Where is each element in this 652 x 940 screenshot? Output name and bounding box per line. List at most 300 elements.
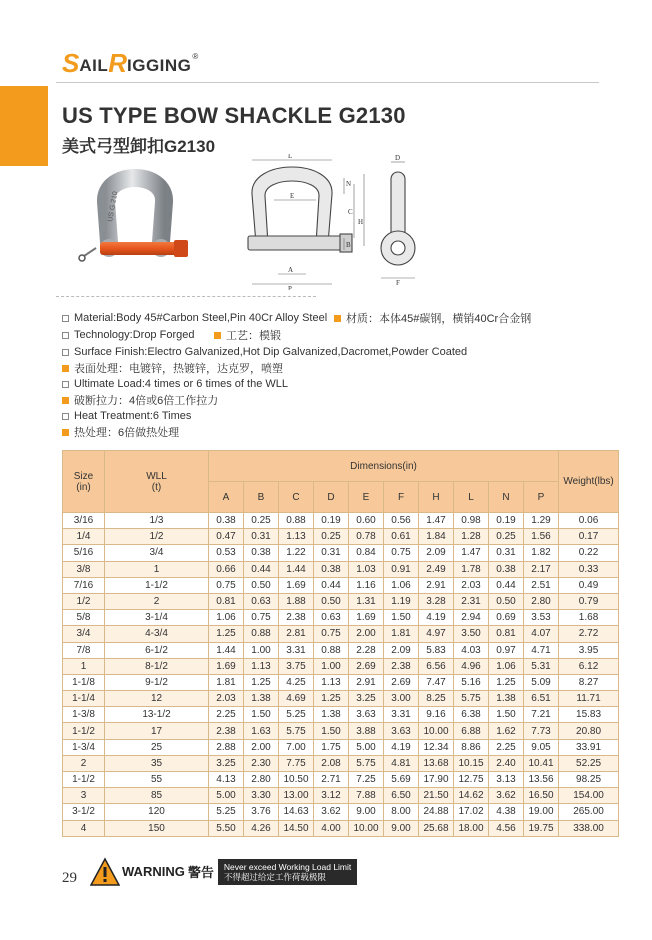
table-cell: 5.83 — [419, 642, 454, 658]
table-cell: 8-1/2 — [105, 658, 209, 674]
table-cell: 17 — [105, 723, 209, 739]
warning-notice-en: Never exceed Working Load Limit — [223, 861, 352, 872]
dim-label-a: A — [288, 266, 294, 274]
table-cell: 3.28 — [419, 593, 454, 609]
table-cell: 2.38 — [209, 723, 244, 739]
table-cell: 3.88 — [349, 723, 384, 739]
spec-item-surface — [62, 345, 467, 359]
table-cell: 7.88 — [349, 788, 384, 804]
table-cell: 2.00 — [244, 739, 279, 755]
table-cell: 10.00 — [349, 820, 384, 836]
table-cell: 2.03 — [454, 577, 489, 593]
table-cell: 13.56 — [524, 772, 559, 788]
table-cell: 6.38 — [454, 707, 489, 723]
table-cell: 1.25 — [209, 626, 244, 642]
table-cell: 6.12 — [559, 658, 619, 674]
table-cell: 3/4 — [105, 545, 209, 561]
table-cell: 0.38 — [244, 545, 279, 561]
table-cell: 5.31 — [524, 658, 559, 674]
table-cell: 19.75 — [524, 820, 559, 836]
table-cell: 8.86 — [454, 739, 489, 755]
table-cell: 2.38 — [384, 658, 419, 674]
table-cell: 17.90 — [419, 772, 454, 788]
spec-text: Ultimate Load:4 times or 6 times of the WLL — [74, 378, 288, 390]
table-cell: 13.68 — [419, 755, 454, 771]
table-cell: 0.75 — [244, 610, 279, 626]
table-cell: 3.31 — [279, 642, 314, 658]
header-wll-unit: (t) — [151, 481, 162, 493]
table-cell: 0.88 — [279, 513, 314, 529]
table-cell: 0.25 — [489, 529, 524, 545]
section-divider — [56, 296, 316, 297]
header-dim-b: B — [244, 482, 279, 513]
table-cell: 0.79 — [559, 593, 619, 609]
table-row — [63, 610, 619, 626]
table-cell: 5.25 — [279, 707, 314, 723]
table-cell: 0.06 — [559, 513, 619, 529]
spec-text: Heat Treatment:6 Times — [74, 410, 192, 422]
table-cell: 2 — [105, 593, 209, 609]
table-cell: 5.09 — [524, 674, 559, 690]
table-cell: 0.98 — [454, 513, 489, 529]
table-row — [63, 513, 619, 529]
table-cell: 10.15 — [454, 755, 489, 771]
table-cell: 1.25 — [314, 691, 349, 707]
table-cell: 1.31 — [349, 593, 384, 609]
table-row — [63, 820, 619, 836]
spec-text: Material:Body 45#Carbon Steel,Pin 40Cr Alloy Steel — [74, 312, 328, 324]
table-cell: 3.13 — [489, 772, 524, 788]
table-cell: 0.31 — [314, 545, 349, 561]
table-cell: 0.66 — [209, 561, 244, 577]
table-cell: 10.41 — [524, 755, 559, 771]
table-cell: 1.28 — [454, 529, 489, 545]
table-cell: 0.44 — [314, 577, 349, 593]
spec-text: 表面处理：电镀锌，热镀锌，达克罗，喷塑 — [74, 363, 283, 375]
table-cell: 0.19 — [314, 513, 349, 529]
table-cell: 0.81 — [209, 593, 244, 609]
warning-triangle-icon — [90, 857, 120, 887]
table-cell: 0.19 — [489, 513, 524, 529]
table-cell: 0.88 — [314, 642, 349, 658]
dim-label-n: N — [346, 180, 352, 188]
table-cell: 1.13 — [244, 658, 279, 674]
table-cell: 1-1/2 — [63, 723, 105, 739]
table-cell: 1.88 — [279, 593, 314, 609]
dim-label-p: P — [288, 285, 292, 290]
table-cell: 1-3/4 — [63, 739, 105, 755]
header-dim-f: F — [384, 482, 419, 513]
table-row — [63, 545, 619, 561]
table-cell: 1.29 — [524, 513, 559, 529]
table-cell: 2.69 — [384, 674, 419, 690]
dim-label-h: H — [358, 218, 364, 226]
table-cell: 1 — [105, 561, 209, 577]
table-cell: 85 — [105, 788, 209, 804]
table-cell: 3/4 — [63, 626, 105, 642]
table-cell: 154.00 — [559, 788, 619, 804]
table-cell: 1.75 — [314, 739, 349, 755]
spec-text: 工艺：模锻 — [226, 330, 281, 342]
table-cell: 7.47 — [419, 674, 454, 690]
table-cell: 1.50 — [489, 707, 524, 723]
table-cell: 0.25 — [314, 529, 349, 545]
table-cell: 2.80 — [244, 772, 279, 788]
table-cell: 4.26 — [244, 820, 279, 836]
table-cell: 1.69 — [279, 577, 314, 593]
table-cell: 4 — [63, 820, 105, 836]
logo-letter-r: R — [108, 48, 128, 78]
table-cell: 0.44 — [489, 577, 524, 593]
table-cell: 1.06 — [209, 610, 244, 626]
table-cell: 2.09 — [384, 642, 419, 658]
logo-letter-s: S — [62, 48, 80, 78]
header-dim-e: E — [349, 482, 384, 513]
table-cell: 3.30 — [244, 788, 279, 804]
table-cell: 2.38 — [279, 610, 314, 626]
table-cell: 7/8 — [63, 642, 105, 658]
table-cell: 1/4 — [63, 529, 105, 545]
table-cell: 4.97 — [419, 626, 454, 642]
table-cell: 4.71 — [524, 642, 559, 658]
spec-item-ultimate-load-cn — [62, 393, 218, 407]
spec-text: 破断拉力：4倍或6倍工作拉力 — [74, 395, 219, 407]
table-cell: 4.19 — [384, 739, 419, 755]
table-cell: 5.50 — [209, 820, 244, 836]
table-cell: 0.60 — [349, 513, 384, 529]
table-cell: 5/8 — [63, 610, 105, 626]
dim-label-f: F — [396, 279, 400, 287]
table-cell: 2.49 — [419, 561, 454, 577]
table-cell: 5.75 — [349, 755, 384, 771]
table-cell: 0.17 — [559, 529, 619, 545]
table-cell: 1/2 — [63, 593, 105, 609]
table-cell: 3.25 — [209, 755, 244, 771]
table-row — [63, 529, 619, 545]
table-cell: 0.75 — [314, 626, 349, 642]
table-cell: 2.91 — [419, 577, 454, 593]
table-cell: 7.00 — [279, 739, 314, 755]
table-cell: 3.62 — [314, 804, 349, 820]
table-cell: 2.00 — [349, 626, 384, 642]
table-cell: 0.49 — [559, 577, 619, 593]
table-cell: 13-1/2 — [105, 707, 209, 723]
table-cell: 3.53 — [524, 610, 559, 626]
spec-text: Surface Finish:Electro Galvanized,Hot Dip Galvanized,Dacromet,Powder Coated — [74, 346, 468, 358]
table-cell: 3.25 — [349, 691, 384, 707]
table-cell: 17.02 — [454, 804, 489, 820]
brand-logo — [62, 50, 198, 76]
table-cell: 2.88 — [209, 739, 244, 755]
table-cell: 4-3/4 — [105, 626, 209, 642]
warning-notice-cn: 不得超过给定工作荷载极限 — [223, 871, 326, 882]
table-cell: 25 — [105, 739, 209, 755]
table-cell: 0.53 — [209, 545, 244, 561]
dim-label-c: C — [348, 208, 353, 216]
table-cell: 55 — [105, 772, 209, 788]
table-cell: 3.62 — [489, 788, 524, 804]
table-cell: 2.81 — [279, 626, 314, 642]
table-cell: 1.44 — [209, 642, 244, 658]
table-cell: 20.80 — [559, 723, 619, 739]
bullet-icon — [62, 332, 69, 339]
table-cell: 2 — [63, 755, 105, 771]
page-title: US TYPE BOW SHACKLE G2130 — [62, 103, 406, 128]
table-cell: 4.25 — [279, 674, 314, 690]
table-cell: 2.25 — [209, 707, 244, 723]
header-dim-h: H — [419, 482, 454, 513]
table-cell: 1.25 — [244, 674, 279, 690]
header-weight: Weight(lbs) — [559, 451, 619, 513]
table-cell: 1.69 — [209, 658, 244, 674]
table-cell: 150 — [105, 820, 209, 836]
bullet-icon — [62, 381, 69, 388]
table-cell: 1.06 — [489, 658, 524, 674]
table-cell: 8.27 — [559, 674, 619, 690]
warning-banner — [90, 855, 372, 888]
table-cell: 1.13 — [314, 674, 349, 690]
table-cell: 0.97 — [489, 642, 524, 658]
bullet-icon — [62, 397, 69, 404]
spec-text: 热处理：6倍做热处理 — [74, 427, 180, 439]
table-cell: 19.00 — [524, 804, 559, 820]
table-cell: 1.63 — [244, 723, 279, 739]
warning-label: WARNING — [122, 864, 185, 879]
table-cell: 5.00 — [209, 788, 244, 804]
bullet-icon — [62, 349, 69, 356]
table-cell: 8.25 — [419, 691, 454, 707]
table-cell: 9.05 — [524, 739, 559, 755]
table-row — [63, 674, 619, 690]
dim-label-b: B — [346, 241, 351, 249]
table-cell: 3.63 — [349, 707, 384, 723]
table-cell: 3-1/4 — [105, 610, 209, 626]
warning-notice — [218, 859, 357, 885]
table-cell: 5.75 — [279, 723, 314, 739]
bullet-icon — [62, 413, 69, 420]
table-cell: 3.50 — [454, 626, 489, 642]
table-cell: 0.38 — [489, 561, 524, 577]
table-cell: 0.75 — [209, 577, 244, 593]
table-cell: 2.25 — [489, 739, 524, 755]
table-cell: 11.71 — [559, 691, 619, 707]
table-row — [63, 593, 619, 609]
table-cell: 0.61 — [384, 529, 419, 545]
table-cell: 1 — [63, 658, 105, 674]
table-cell: 2.71 — [314, 772, 349, 788]
table-cell: 2.31 — [454, 593, 489, 609]
table-cell: 2.69 — [349, 658, 384, 674]
table-cell: 14.62 — [454, 788, 489, 804]
table-cell: 1.16 — [349, 577, 384, 593]
table-cell: 0.81 — [489, 626, 524, 642]
table-cell: 2.30 — [244, 755, 279, 771]
spec-item-heat-treatment — [62, 409, 191, 423]
table-cell: 1.50 — [314, 723, 349, 739]
table-cell: 4.56 — [489, 820, 524, 836]
table-cell: 1-1/2 — [63, 772, 105, 788]
spec-text: 材质：本体45#碳钢，横销40Cr合金钢 — [346, 313, 532, 325]
table-cell: 6.51 — [524, 691, 559, 707]
table-cell: 8.00 — [384, 804, 419, 820]
table-cell: 9.00 — [349, 804, 384, 820]
table-cell: 1.81 — [209, 674, 244, 690]
table-row — [63, 707, 619, 723]
table-cell: 0.50 — [244, 577, 279, 593]
table-cell: 5.75 — [454, 691, 489, 707]
table-cell: 1.00 — [244, 642, 279, 658]
table-cell: 4.13 — [209, 772, 244, 788]
table-cell: 2.28 — [349, 642, 384, 658]
table-cell: 1.47 — [454, 545, 489, 561]
table-cell: 2.80 — [524, 593, 559, 609]
table-cell: 4.19 — [419, 610, 454, 626]
table-cell: 0.56 — [384, 513, 419, 529]
table-cell: 1.81 — [384, 626, 419, 642]
table-cell: 3.31 — [384, 707, 419, 723]
table-cell: 1.44 — [279, 561, 314, 577]
table-cell: 7.75 — [279, 755, 314, 771]
header-dim-p: P — [524, 482, 559, 513]
header-divider — [56, 82, 599, 83]
spec-item-heat-treatment-cn — [62, 425, 179, 439]
table-cell: 1.38 — [244, 691, 279, 707]
table-cell: 2.09 — [419, 545, 454, 561]
bullet-icon — [62, 315, 69, 322]
table-cell: 5.16 — [454, 674, 489, 690]
table-cell: 9.16 — [419, 707, 454, 723]
table-cell: 14.63 — [279, 804, 314, 820]
table-row — [63, 642, 619, 658]
table-cell: 0.38 — [209, 513, 244, 529]
table-cell: 9.00 — [384, 820, 419, 836]
table-cell: 3.95 — [559, 642, 619, 658]
spec-item-material — [62, 311, 327, 325]
table-cell: 98.25 — [559, 772, 619, 788]
table-row — [63, 626, 619, 642]
table-cell: 21.50 — [419, 788, 454, 804]
table-cell: 0.88 — [244, 626, 279, 642]
table-cell: 1.47 — [419, 513, 454, 529]
header-dim-a: A — [209, 482, 244, 513]
table-cell: 33.91 — [559, 739, 619, 755]
spec-item-surface-cn — [62, 361, 283, 375]
table-cell: 1.82 — [524, 545, 559, 561]
table-cell: 2.91 — [349, 674, 384, 690]
table-cell: 3.00 — [384, 691, 419, 707]
table-cell: 0.63 — [244, 593, 279, 609]
table-cell: 1.03 — [349, 561, 384, 577]
table-cell: 13.00 — [279, 788, 314, 804]
table-row — [63, 739, 619, 755]
table-cell: 1.19 — [384, 593, 419, 609]
table-cell: 3.12 — [314, 788, 349, 804]
spec-item-material-cn — [334, 311, 531, 325]
table-cell: 7.73 — [524, 723, 559, 739]
spec-item-technology — [62, 328, 194, 342]
table-cell: 1.68 — [559, 610, 619, 626]
table-cell: 3.75 — [279, 658, 314, 674]
table-cell: 1.00 — [314, 658, 349, 674]
table-row — [63, 658, 619, 674]
table-cell: 0.63 — [314, 610, 349, 626]
table-cell: 4.69 — [279, 691, 314, 707]
table-cell: 0.44 — [244, 561, 279, 577]
dim-label-e: E — [290, 192, 295, 200]
table-cell: 1.56 — [524, 529, 559, 545]
table-cell: 0.38 — [314, 561, 349, 577]
table-cell: 10.00 — [419, 723, 454, 739]
dimensions-table — [62, 450, 619, 837]
warning-label-cn: 警告 — [187, 865, 214, 880]
table-cell: 2.08 — [314, 755, 349, 771]
table-cell: 4.38 — [489, 804, 524, 820]
table-cell: 4.00 — [314, 820, 349, 836]
table-cell: 1-1/4 — [63, 691, 105, 707]
table-cell: 9-1/2 — [105, 674, 209, 690]
header-wll — [105, 451, 209, 513]
table-cell: 3/16 — [63, 513, 105, 529]
table-cell: 0.50 — [314, 593, 349, 609]
table-cell: 0.91 — [384, 561, 419, 577]
table-cell: 10.50 — [279, 772, 314, 788]
table-cell: 6.56 — [419, 658, 454, 674]
table-cell: 1.62 — [489, 723, 524, 739]
bullet-icon — [334, 315, 341, 322]
table-cell: 1-1/8 — [63, 674, 105, 690]
table-cell: 4.81 — [384, 755, 419, 771]
logo-text-ail: AIL — [79, 56, 109, 75]
logo-text-igging: IGGING — [127, 56, 192, 75]
table-cell: 3-1/2 — [63, 804, 105, 820]
table-cell: 0.75 — [384, 545, 419, 561]
table-cell: 5/16 — [63, 545, 105, 561]
table-cell: 6.50 — [384, 788, 419, 804]
table-cell: 15.83 — [559, 707, 619, 723]
table-row — [63, 561, 619, 577]
table-cell: 1/2 — [105, 529, 209, 545]
header-wll-label: WLL — [146, 470, 167, 482]
table-row — [63, 772, 619, 788]
table-cell: 18.00 — [454, 820, 489, 836]
table-cell: 1.06 — [384, 577, 419, 593]
table-cell: 0.50 — [489, 593, 524, 609]
bullet-icon — [62, 365, 69, 372]
table-cell: 1-3/8 — [63, 707, 105, 723]
table-cell: 0.31 — [244, 529, 279, 545]
spec-item-ultimate-load — [62, 377, 288, 391]
table-row — [63, 691, 619, 707]
table-cell: 1-1/2 — [105, 577, 209, 593]
table-cell: 3 — [63, 788, 105, 804]
table-cell: 1.84 — [419, 529, 454, 545]
table-cell: 0.22 — [559, 545, 619, 561]
table-cell: 35 — [105, 755, 209, 771]
table-cell: 2.72 — [559, 626, 619, 642]
table-cell: 2.03 — [209, 691, 244, 707]
table-cell: 25.68 — [419, 820, 454, 836]
table-cell: 12.34 — [419, 739, 454, 755]
table-cell: 1.38 — [314, 707, 349, 723]
photo-embossed-text: US G 210 — [107, 190, 120, 223]
table-cell: 5.00 — [349, 739, 384, 755]
table-cell: 3.76 — [244, 804, 279, 820]
table-cell: 6-1/2 — [105, 642, 209, 658]
dim-label-d: D — [395, 154, 401, 162]
table-cell: 2.94 — [454, 610, 489, 626]
table-cell: 0.25 — [244, 513, 279, 529]
header-dim-l: L — [454, 482, 489, 513]
